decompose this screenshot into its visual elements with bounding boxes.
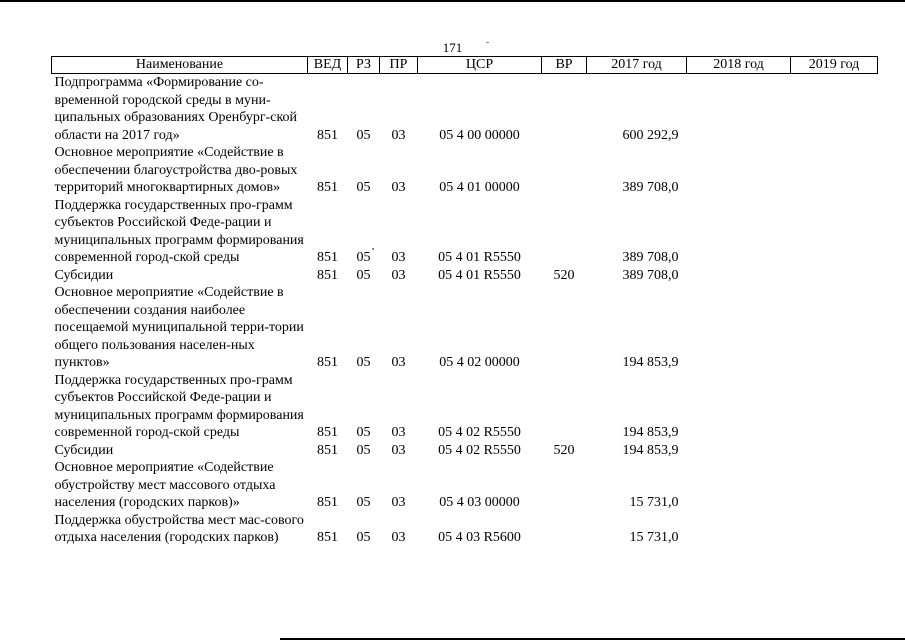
cell-csr: 05 4 03 00000 <box>439 495 520 510</box>
header-name: Наименование <box>52 57 308 74</box>
cell-csr: 05 4 00 00000 <box>439 127 520 143</box>
cell-rz: 05 <box>356 127 371 143</box>
header-2019: 2019 год <box>791 57 878 74</box>
cell-name: Поддержка обустройства мест мас-сового отдыха населения (городских парков) <box>54 512 304 545</box>
cell-csr: 05 4 01 R5550 <box>438 267 521 283</box>
cell-2017: 389 708,0 <box>622 250 679 265</box>
cell-ved: 851 <box>317 180 338 195</box>
cell-rz: 05 <box>356 250 371 265</box>
cell-ved: 851 <box>317 442 338 458</box>
cell-vr <box>542 459 587 512</box>
header-vr: ВР <box>542 57 587 74</box>
page-number: 171 <box>442 40 463 55</box>
cell-2017: 194 853,9 <box>622 442 679 458</box>
cell-name: Поддержка государственных про-грамм субъектов Российской Феде-рации и муниципальных программ формирования современной город-ской среды <box>54 197 304 265</box>
header-ved: ВЕД <box>308 57 348 74</box>
cell-rz: 05 <box>356 425 371 440</box>
cell-vr <box>542 144 587 197</box>
cell-rz: 05 <box>356 180 371 195</box>
cell-pr: 03 <box>391 127 406 143</box>
cell-csr: 05 4 01 R5550 <box>438 250 521 265</box>
cell-2019 <box>791 74 878 145</box>
cell-pr: 03 <box>391 180 406 195</box>
cell-2018 <box>687 372 791 442</box>
table-row <box>52 284 878 372</box>
cell-2017: 389 708,0 <box>622 267 679 283</box>
cell-pr: 03 <box>391 530 406 545</box>
cell-rz: 05 <box>356 355 371 370</box>
cell-name: Подпрограмма «Формирование со-временной городской среды в муни-ципальных образованиях Оренбург-ской области на 2017 год» <box>54 75 298 143</box>
cell-pr: 03 <box>391 425 406 440</box>
cell-name: Основное мероприятие «Содействие в обеспечении благоустройства дво-ровых территорий многоквартирных домов» <box>54 145 298 195</box>
cell-2019 <box>791 459 878 512</box>
table-row <box>52 197 878 267</box>
table-row <box>52 372 878 442</box>
table-row <box>52 459 878 512</box>
cell-csr: 05 4 01 00000 <box>439 180 520 195</box>
cell-2017: 194 853,9 <box>622 355 679 370</box>
budget-table <box>51 56 878 547</box>
cell-vr <box>542 74 587 145</box>
cell-2017: 15 731,0 <box>629 530 679 545</box>
cell-vr <box>542 197 587 267</box>
cell-csr: 05 4 02 R5550 <box>438 442 521 458</box>
cell-vr <box>542 512 587 547</box>
header-csr: ЦСР <box>418 57 542 74</box>
cell-vr <box>542 372 587 442</box>
cell-rz: 05 <box>356 495 371 510</box>
cell-pr: 03 <box>391 442 406 458</box>
cell-ved: 851 <box>317 495 338 510</box>
cell-name: Поддержка государственных про-грамм субъектов Российской Феде-рации и муниципальных программ формирования современной город-ской среды <box>54 372 304 440</box>
cell-2018 <box>687 442 791 460</box>
cell-2018 <box>687 267 791 285</box>
header-rz: РЗ <box>348 57 380 74</box>
cell-2018 <box>687 197 791 267</box>
cell-2019 <box>791 197 878 267</box>
cell-name: Субсидии <box>54 442 114 458</box>
table-body <box>52 74 878 547</box>
table-row <box>52 74 878 145</box>
cell-2018 <box>687 144 791 197</box>
cell-2019 <box>791 267 878 285</box>
cell-2019 <box>791 372 878 442</box>
scan-artifact <box>486 42 489 43</box>
cell-name: Основное мероприятие «Содействие обустройству мест массового отдыха населения (городских парков)» <box>54 460 276 510</box>
cell-2019 <box>791 284 878 372</box>
cell-csr: 05 4 03 R5600 <box>438 530 521 545</box>
cell-2017: 194 853,9 <box>622 425 679 440</box>
cell-ved: 851 <box>317 425 338 440</box>
cell-csr: 05 4 02 R5550 <box>438 425 521 440</box>
cell-vr <box>542 284 587 372</box>
cell-rz: 05 <box>356 267 371 283</box>
cell-2018 <box>687 74 791 145</box>
cell-2018 <box>687 284 791 372</box>
cell-pr: 03 <box>391 267 406 283</box>
cell-vr: 520 <box>553 442 575 458</box>
cell-name: Субсидии <box>54 267 114 283</box>
cell-2017: 389 708,0 <box>622 180 679 195</box>
cell-2019 <box>791 144 878 197</box>
cell-ved: 851 <box>317 530 338 545</box>
cell-2019 <box>791 512 878 547</box>
cell-2019 <box>791 442 878 460</box>
cell-ved: 851 <box>317 250 338 265</box>
top-border-line <box>0 0 905 2</box>
header-2018: 2018 год <box>687 57 791 74</box>
cell-pr: 03 <box>391 495 406 510</box>
cell-pr: 03 <box>391 250 406 265</box>
cell-2018 <box>687 512 791 547</box>
header-pr: ПР <box>380 57 418 74</box>
table-row <box>52 512 878 547</box>
table-row <box>52 442 878 460</box>
cell-ved: 851 <box>317 127 338 143</box>
cell-name: Основное мероприятие «Содействие в обеспечении создания наиболее посещаемой муниципальной терри-тории общего пользования населен-ных пунктов» <box>54 285 304 370</box>
table-row <box>52 267 878 285</box>
header-2017: 2017 год <box>587 57 687 74</box>
table-row <box>52 144 878 197</box>
cell-rz: 05 <box>356 442 371 458</box>
cell-2017: 600 292,9 <box>622 127 679 143</box>
cell-ved: 851 <box>317 267 338 283</box>
cell-ved: 851 <box>317 355 338 370</box>
cell-2017: 15 731,0 <box>629 495 679 510</box>
cell-pr: 03 <box>391 355 406 370</box>
table-header <box>52 57 878 74</box>
cell-vr: 520 <box>553 267 575 283</box>
cell-2018 <box>687 459 791 512</box>
cell-csr: 05 4 02 00000 <box>439 355 520 370</box>
cell-rz: 05 <box>356 530 371 545</box>
